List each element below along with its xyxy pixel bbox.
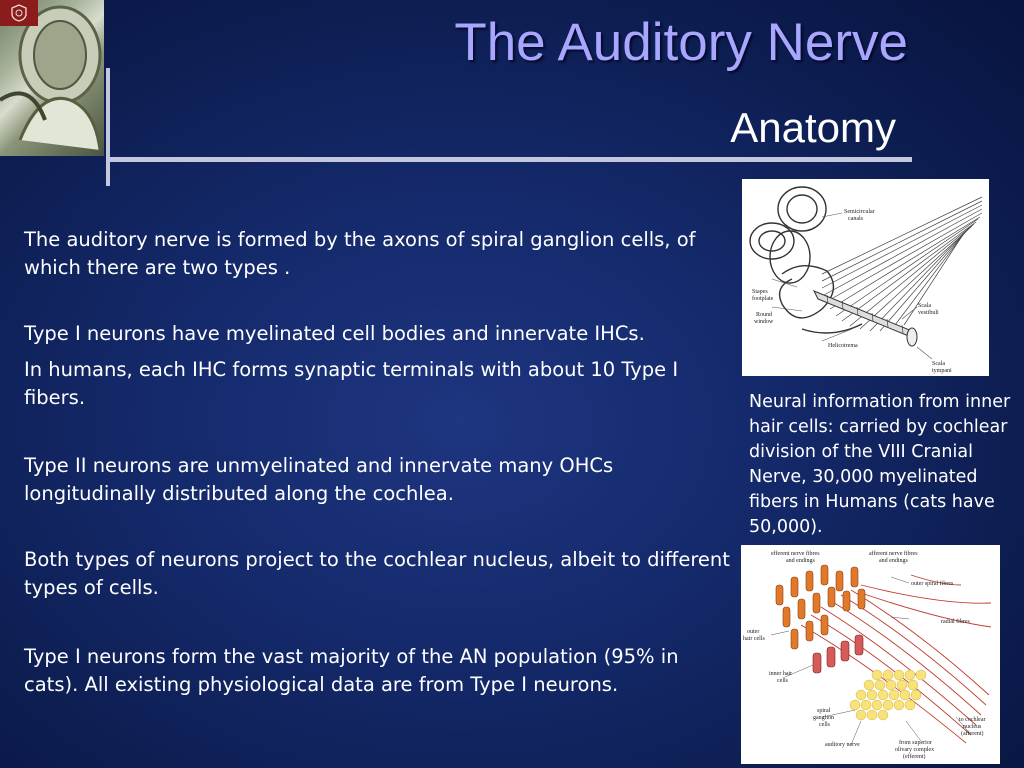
label-efferent-2: and endings <box>786 558 815 564</box>
label-semicircular: Semicircular <box>844 209 875 215</box>
paragraph-nerve-formation: The auditory nerve is formed by the axons of spiral ganglion cells, of which there are two types . <box>24 228 696 279</box>
label-outer-hair-1: outer <box>747 629 760 635</box>
label-cochlear-3: (afferent) <box>961 731 984 737</box>
slide-title: The Auditory Nerve <box>454 13 908 72</box>
label-spiral-ganglion-3: cells <box>819 722 830 728</box>
label-scala-tympani-1: Scala <box>932 361 945 367</box>
paragraph-an-population: Type I neurons form the vast majority of the AN population (95% in cats). All existing physiological data are from Type I neurons. <box>24 645 679 696</box>
paragraph-cochlear-nucleus: Both types of neurons project to the cochlear nucleus, albeit to different types of cells. <box>24 548 730 599</box>
label-canals: canals <box>848 216 863 222</box>
paragraph-type2-neurons: Type II neurons are unmyelinated and innervate many OHCs longitudinally distributed along the cochlea. <box>24 454 614 505</box>
label-inner-hair-2: cells <box>777 678 788 684</box>
label-stapes: Stapes <box>752 289 768 295</box>
label-olivary-1: from superior <box>899 740 932 746</box>
label-outer-hair-2: hair cells <box>743 636 765 642</box>
label-afferent-1: afferent nerve fibres <box>869 551 918 557</box>
university-logo <box>0 0 38 26</box>
label-scala-vestibuli-1: Scala <box>918 303 931 309</box>
label-olivary-2: olivary complex <box>895 747 935 753</box>
label-auditory-nerve: auditory nerve <box>825 742 860 748</box>
slide-subtitle: Anatomy <box>730 104 896 151</box>
label-round: Round <box>756 312 773 318</box>
paragraph-type1-myelinated: Type I neurons have myelinated cell bodies and innervate IHCs. <box>24 322 645 345</box>
figure-caption: Neural information from inner hair cells: carried by cochlear division of the VIII Cranial Nerve, 30,000 myelinated fibers in Humans (cats have 50,000). <box>749 392 1011 537</box>
label-olivary-3: (efferent) <box>903 754 926 760</box>
title-horizontal-rule <box>106 157 912 162</box>
label-cochlear-2: nucleus <box>963 724 982 730</box>
label-scala-tympani-2: tympani <box>932 368 952 374</box>
label-radial: radial fibres <box>941 619 970 625</box>
label-inner-hair-1: inner hair <box>769 671 793 677</box>
label-cochlear-1: to cochlear <box>959 717 986 723</box>
label-outer-spiral: outer spiral fibres <box>911 581 954 587</box>
cochlea-nerve-figure <box>742 179 989 376</box>
label-footplate: footplate <box>752 296 774 302</box>
label-spiral-ganglion-2: ganglion <box>813 715 834 721</box>
label-afferent-2: and endings <box>879 558 908 564</box>
title-vertical-rule <box>106 68 110 186</box>
label-helicotrema: Helicotrema <box>828 343 858 349</box>
label-window: window <box>754 319 774 325</box>
paragraph-ihc-terminals: In humans, each IHC forms synaptic terminals with about 10 Type I fibers. <box>24 358 679 409</box>
hair-cell-innervation-figure <box>741 545 1000 764</box>
label-spiral-ganglion-1: spiral <box>817 708 831 714</box>
label-efferent-1: efferent nerve fibres <box>771 551 820 557</box>
label-scala-vestibuli-2: vestibuli <box>918 310 939 316</box>
